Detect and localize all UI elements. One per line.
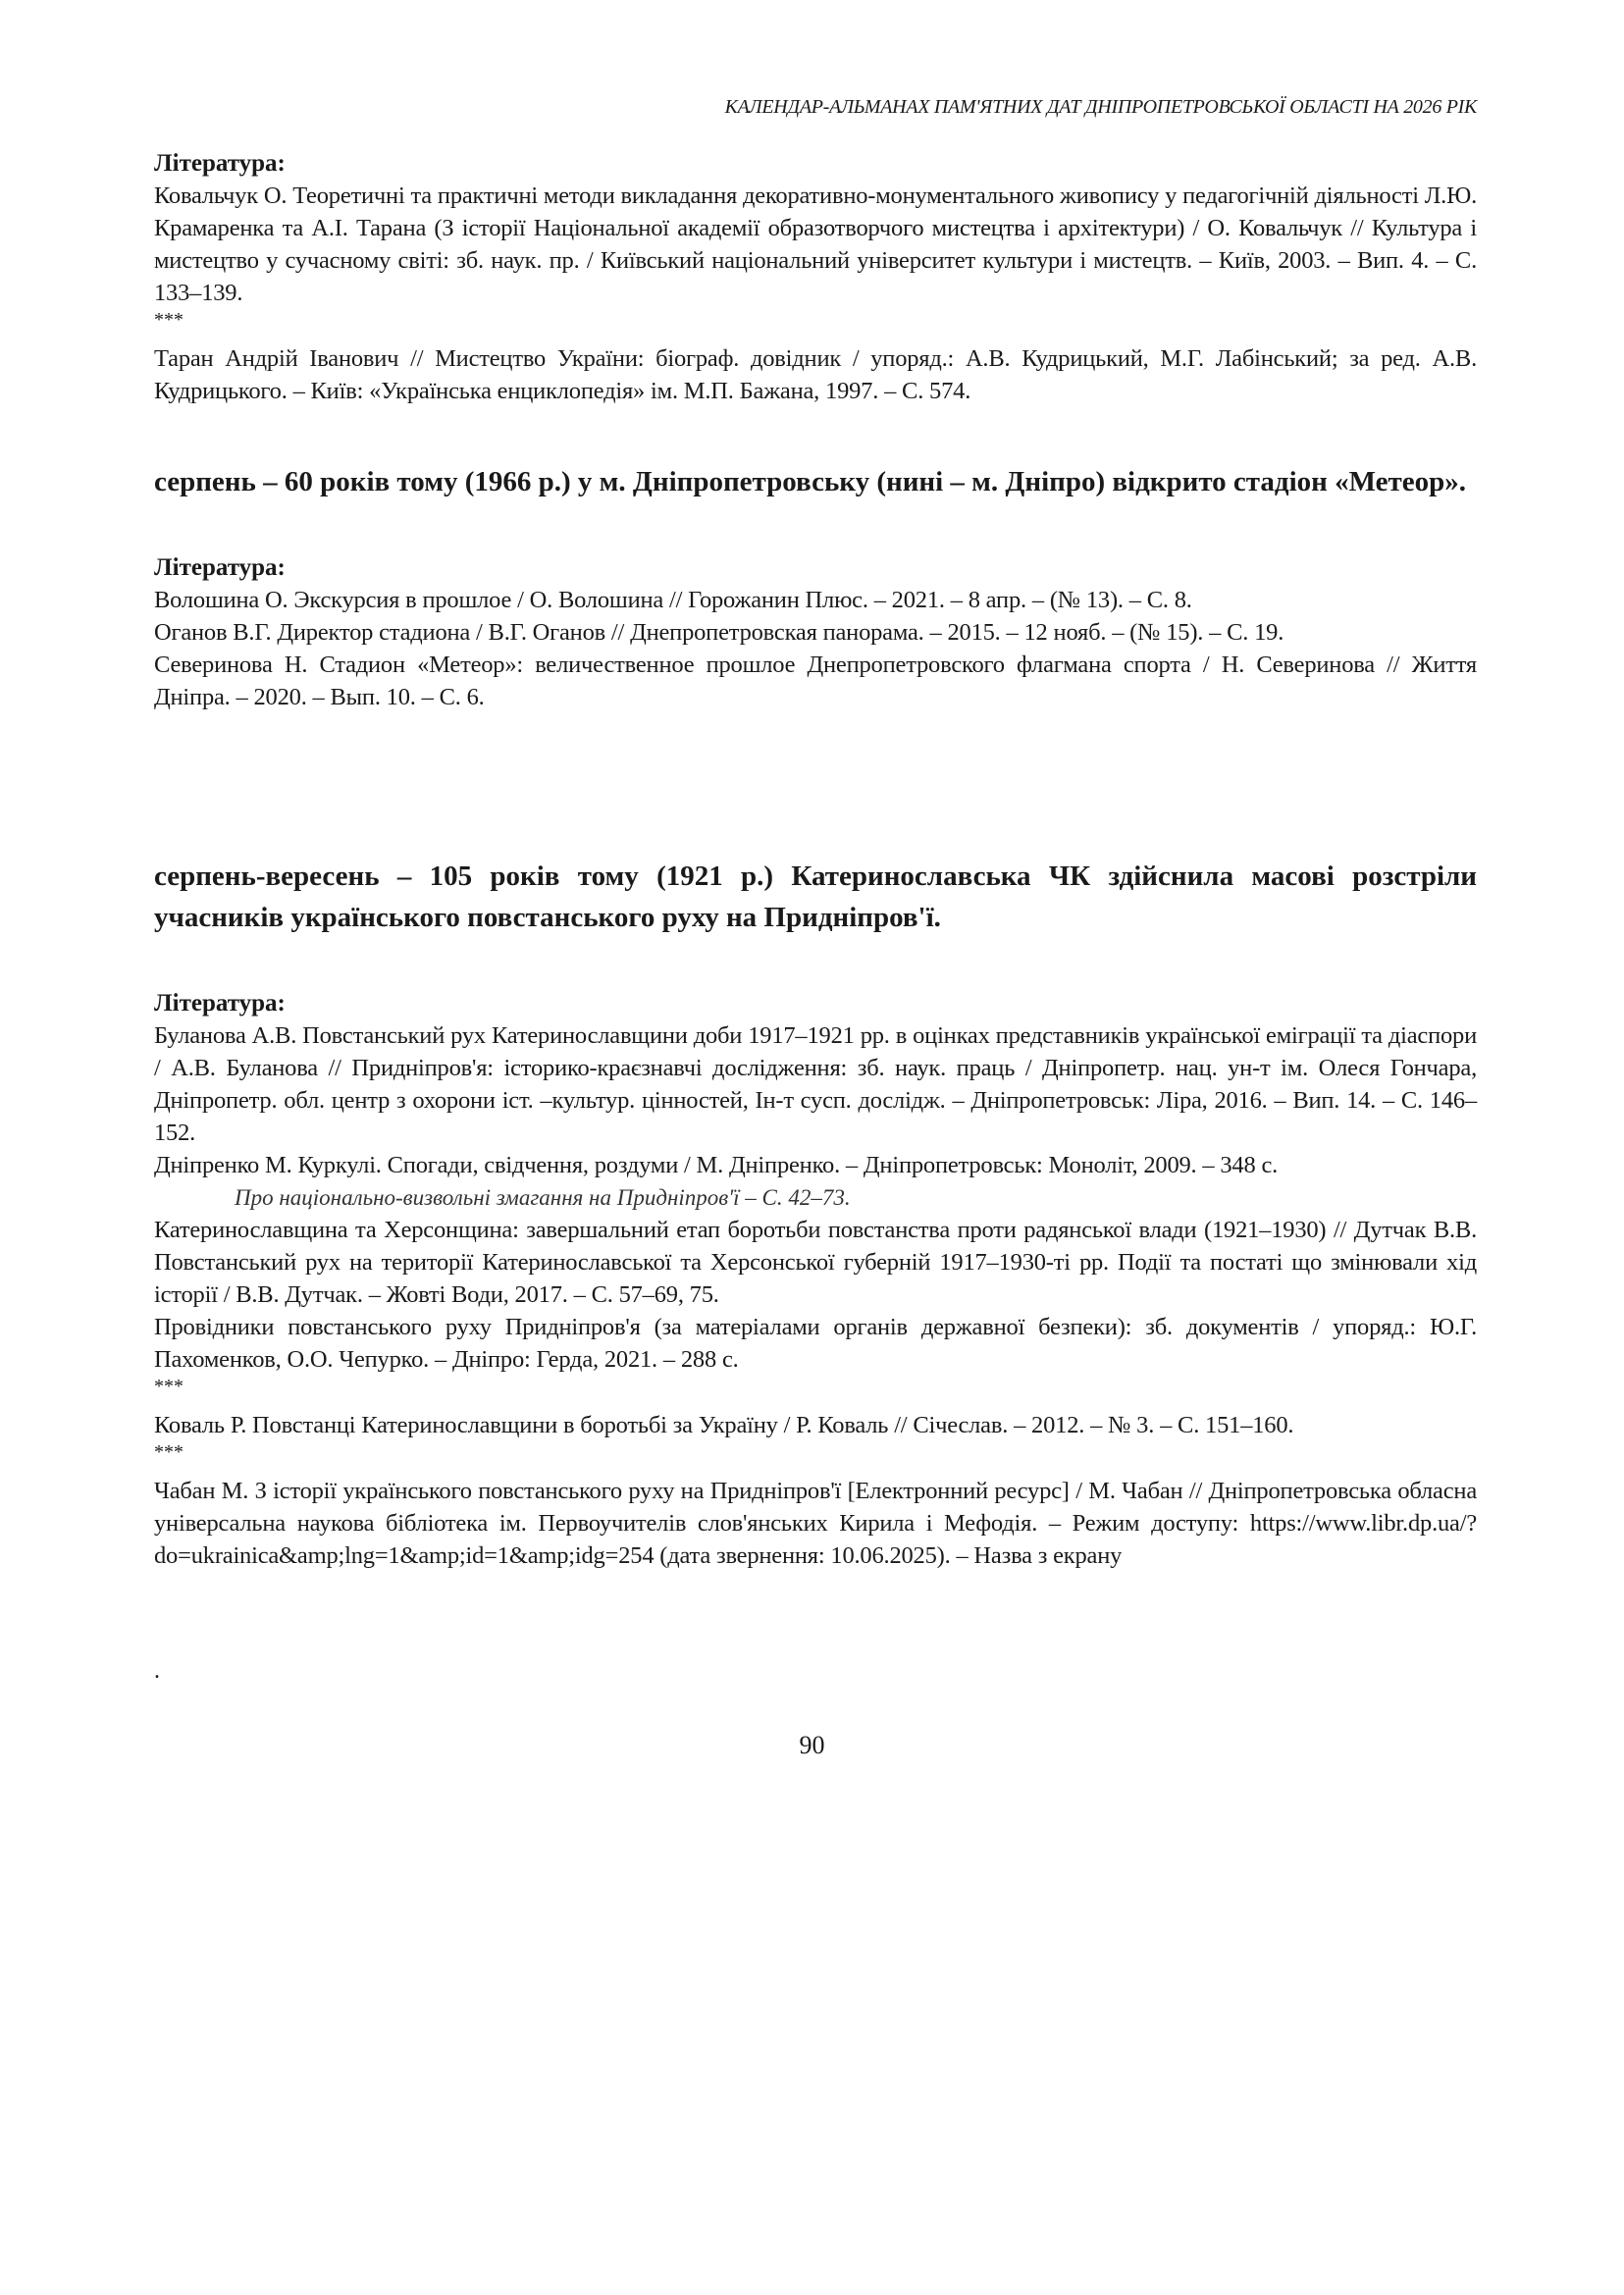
bibliography-entry: Дніпренко М. Куркулі. Спогади, свідчення, роздуми / М. Дніпренко. – Дніпропетровськ: Моноліт, 2009. – 348 с. bbox=[154, 1152, 1279, 1178]
trailing-mark: . bbox=[154, 1658, 160, 1684]
bibliography-entry: Провідники повстанського руху Придніпров'я (за матеріалами органів державної безпеки): зб. документів / упоряд.: Ю.Г. Пахоменков, О.О. Чепурко. – Дніпро: Герда, 2021. – 288 с. bbox=[154, 1314, 1477, 1373]
bibliography-entry: Чабан М. З історії українського повстанського руху на Придніпров'ї [Електронний ресурс] / М. Чабан // Дніпропетровська обласна універсальна наукова бібліотека ім. Первоучителів слов'янських Кирила і Мефодія. – Режим доступу: https://www.libr.dp.ua/?do=ukrainica&amp;lng=1&amp;id=1&amp;idg=254 (дата звернення: 10.06.2025). – Назва з екрану bbox=[154, 1478, 1477, 1569]
section-meteor bbox=[154, 461, 1477, 713]
bibliography-entry: Таран Андрій Іванович // Мистецтво України: біограф. довідник / упоряд.: А.В. Кудрицький, М.Г. Лабінський; за ред. А.В. Кудрицького. – Київ: «Українська енциклопедія» ім. М.П. Бажана, 1997. – С. 574. bbox=[154, 345, 1477, 404]
literature-label: Література: bbox=[154, 554, 286, 581]
running-header: КАЛЕНДАР-АЛЬМАНАХ ПАМ'ЯТНИХ ДАТ ДНІПРОПЕТРОВСЬКОЇ ОБЛАСТІ НА 2026 РІК bbox=[724, 96, 1477, 118]
bibliography-entry: Волошина О. Экскурсия в прошлое / О. Волошина // Горожанин Плюс. – 2021. – 8 апр. – (№ 13). – С. 8. bbox=[154, 587, 1192, 613]
separator: *** bbox=[154, 1376, 183, 1397]
event-heading: серпень-вересень – 105 років тому (1921 р.) Катеринославська ЧК здійснила масові розстріли учасників українського повстанського руху на Придніпров'ї. bbox=[154, 861, 1477, 933]
page-number: 90 bbox=[799, 1731, 825, 1759]
bibliography-entry: Буланова А.В. Повстанський рух Катеринославщини доби 1917–1921 рр. в оцінках представників української еміграції та діаспори / А.В. Буланова // Придніпров'я: історико-краєзнавчі дослідження: зб. наук. праць / Дніпропетр. нац. ун-т ім. Олеся Гончара, Дніпропетр. обл. центр з охорони іст. –культур. цінностей, Ін-т сусп. дослідж. – Дніпропетровськ: Ліра, 2016. – Вип. 14. – С. 146–152. bbox=[154, 1022, 1477, 1146]
bibliography-entry: Коваль Р. Повстанці Катеринославщини в боротьбі за Україну / Р. Коваль // Січеслав. – 2012. – № 3. – С. 151–160. bbox=[154, 1412, 1294, 1438]
bibliography-entry: Катеринославщина та Херсонщина: завершальний етап боротьби повстанства проти радянської влади (1921–1930) // Дутчак В.В. Повстанський рух на території Катеринославської та Херсонської губерній 1917–1930-ті рр. Події та постаті що змінювали хід історії / В.В. Дутчак. – Жовті Води, 2017. – С. 57–69, 75. bbox=[154, 1217, 1477, 1308]
literature-label: Література: bbox=[154, 150, 286, 177]
literature-label: Література: bbox=[154, 990, 286, 1017]
bibliography-entry: Северинова Н. Стадион «Метеор»: величественное прошлое Днепропетровского флагмана спорта / Н. Северинова // Життя Дніпра. – 2020. – Вып. 10. – С. 6. bbox=[154, 652, 1477, 710]
separator: *** bbox=[154, 1441, 183, 1463]
separator: *** bbox=[154, 309, 183, 331]
section-cheka-executions bbox=[154, 856, 1477, 1572]
bibliography-note: Про національно-визвольні змагання на Придніпров'ї – С. 42–73. bbox=[235, 1185, 851, 1210]
event-heading: серпень – 60 років тому (1966 р.) у м. Дніпропетровську (нині – м. Дніпро) відкрито стадіон «Метеор». bbox=[154, 466, 1466, 497]
bibliography-entry: Оганов В.Г. Директор стадиона / В.Г. Оганов // Днепропетровская панорама. – 2015. – 12 нояб. – (№ 15). – С. 19. bbox=[154, 619, 1284, 646]
section-taran-literature bbox=[154, 147, 1477, 407]
bibliography-entry: Ковальчук О. Теоретичні та практичні методи викладання декоративно-монументального живопису у педагогічній діяльності Л.Ю. Крамаренка та А.І. Тарана (З історії Національної академії образотворчого мистецтва і архітектури) / О. Ковальчук // Культура і мистецтво у сучасному світі: зб. наук. пр. / Київський національний університет культури і мистецтв. – Київ, 2003. – Вип. 4. – С. 133–139. bbox=[154, 183, 1477, 306]
